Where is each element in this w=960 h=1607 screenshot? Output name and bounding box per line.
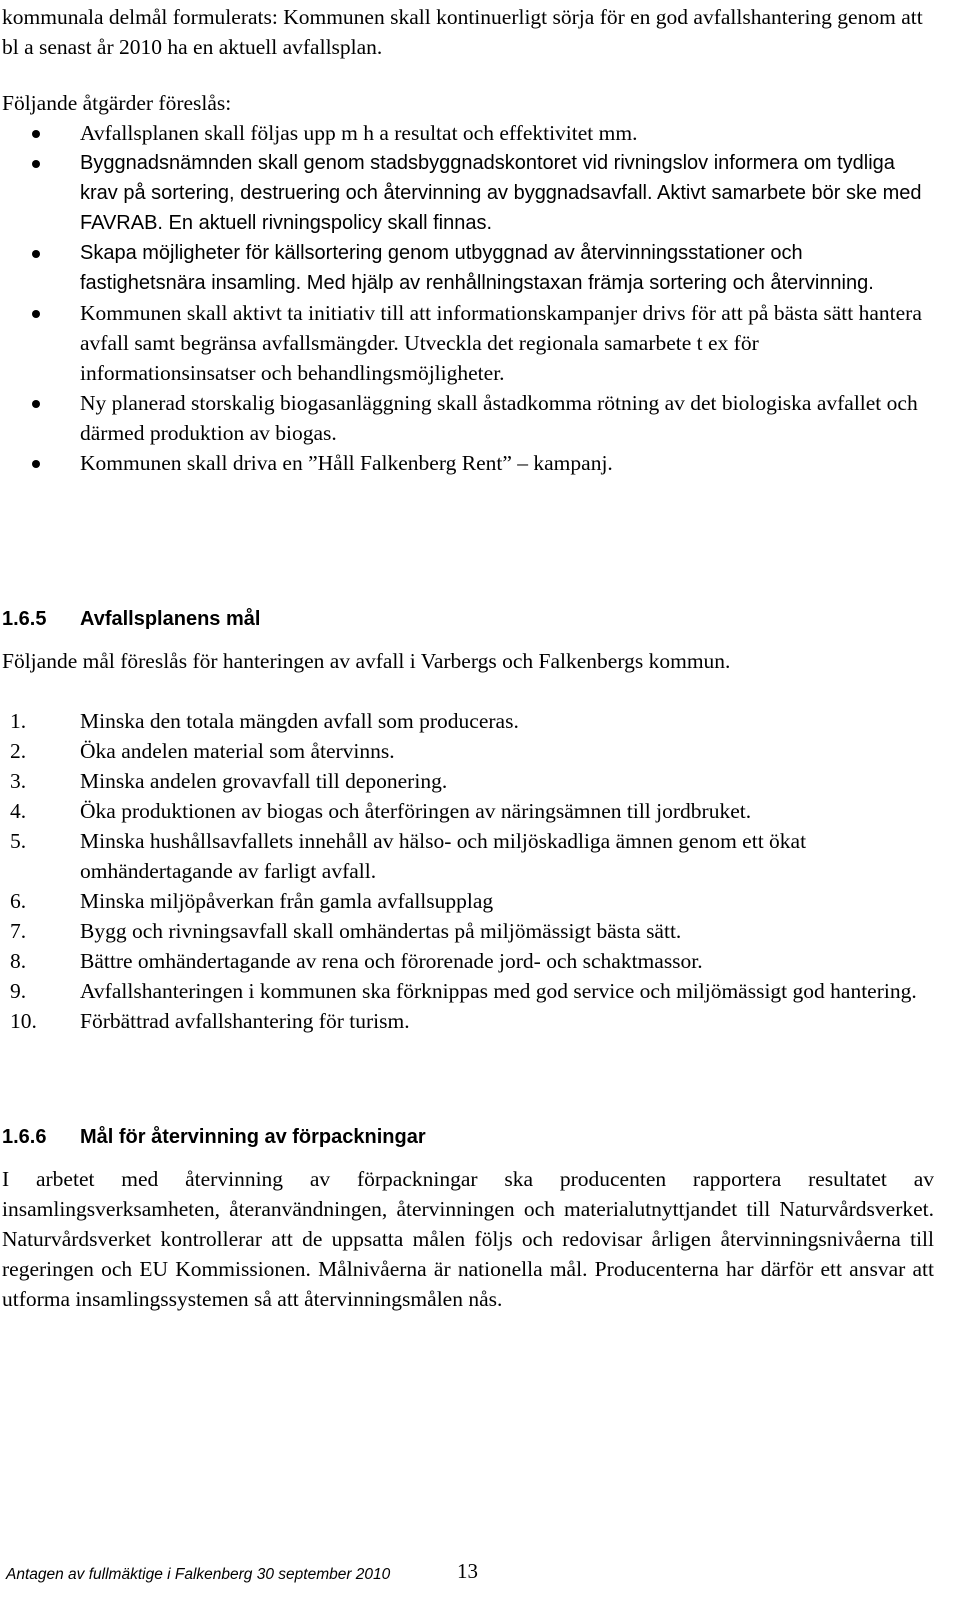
section-title: Avfallsplanens mål (80, 608, 261, 630)
list-item: 3. Minska andelen grovavfall till deponering. (10, 769, 448, 793)
actions-list (2, 118, 932, 478)
section-body: I arbetet med återvinning av förpackningar ska producenten rapportera resultatet av insamlingsverksamheten, återanvändningen, återvinningen och materialutnyttjandet till Naturvårdsverket. Naturvårdsverket kontrollerar att de uppsatta målen följs och redovisar årligen återvinningsnivåerna till regeringen och EU Kommissionen. Målnivåerna är nationella mål. Producenterna har därför ett ansvar att utforma insamlingssystemen så att återvinningsmålen nås. (2, 1167, 934, 1311)
goals-intro: Följande mål föreslås för hanteringen av avfall i Varbergs och Falkenbergs kommun. (2, 649, 731, 673)
bullet-icon (32, 250, 40, 258)
list-item: Kommunen skall aktivt ta initiativ till att informationskampanjer drivs för att på bästa sätt hantera avfall samt begränsa avfallsmängder. Utveckla det regionala samarbete t ex för informationsinsatser och behandlingsmöjligheter. (2, 298, 932, 388)
bullet-icon (32, 310, 40, 318)
list-item: 8. Bättre omhändertagande av rena och förorenade jord- och schaktmassor. (10, 949, 703, 973)
section-heading-166 (2, 1122, 426, 1152)
bullet-icon (32, 130, 40, 138)
list-item: Kommunen skall driva en ”Håll Falkenberg Rent” – kampanj. (2, 448, 932, 478)
goals-list (2, 706, 932, 1036)
bullet-icon (32, 460, 40, 468)
bullet-icon (32, 160, 40, 168)
section-number: 1.6.6 (2, 1126, 47, 1148)
footer-text: Antagen av fullmäktige i Falkenberg 30 september 2010 (6, 1566, 391, 1583)
actions-heading: Följande åtgärder föreslås: (2, 91, 232, 115)
page-number: 13 (457, 1559, 478, 1583)
list-item: 7. Bygg och rivningsavfall skall omhändertas på miljömässigt bästa sätt. (10, 919, 682, 943)
section-number: 1.6.5 (2, 608, 47, 630)
intro-paragraph: kommunala delmål formulerats: Kommunen skall kontinuerligt sörja för en god avfallshantering genom att bl a senast år 2010 ha en aktuell avfallsplan. (2, 5, 923, 59)
list-item: Skapa möjligheter för källsortering genom utbyggnad av återvinningsstationer och fastighetsnära insamling. Med hjälp av renhållningstaxan främja sortering och återvinning. (2, 238, 932, 298)
list-item: Ny planerad storskalig biogasanläggning skall åstadkomma rötning av det biologiska avfallet och därmed produktion av biogas. (2, 388, 932, 448)
list-item: Byggnadsnämnden skall genom stadsbyggnadskontoret vid rivningslov informera om tydliga krav på sortering, destruering och återvinning av byggnadsavfall. Aktivt samarbete bör ske med FAVRAB. En aktuell rivningspolicy skall finnas. (2, 148, 932, 238)
list-item: 5. Minska hushållsavfallets innehåll av hälso- och miljöskadliga ämnen genom ett ökat omhändertagande av farligt avfall. (10, 829, 807, 883)
list-item: Avfallsplanen skall följas upp m h a resultat och effektivitet mm. (2, 118, 932, 148)
list-item: 9. Avfallshanteringen i kommunen ska förknippas med god service och miljömässigt god hantering. (10, 979, 917, 1003)
bullet-icon (32, 400, 40, 408)
list-item: 6. Minska miljöpåverkan från gamla avfallsupplag (10, 889, 494, 913)
list-item: 10. Förbättrad avfallshantering för turism. (10, 1009, 410, 1033)
list-item: 2. Öka andelen material som återvinns. (10, 739, 395, 763)
list-item: 4. Öka produktionen av biogas och återföringen av näringsämnen till jordbruket. (10, 799, 752, 823)
section-heading-165 (2, 604, 260, 634)
list-item: 1. Minska den totala mängden avfall som produceras. (10, 709, 519, 733)
section-title: Mål för återvinning av förpackningar (80, 1126, 426, 1148)
